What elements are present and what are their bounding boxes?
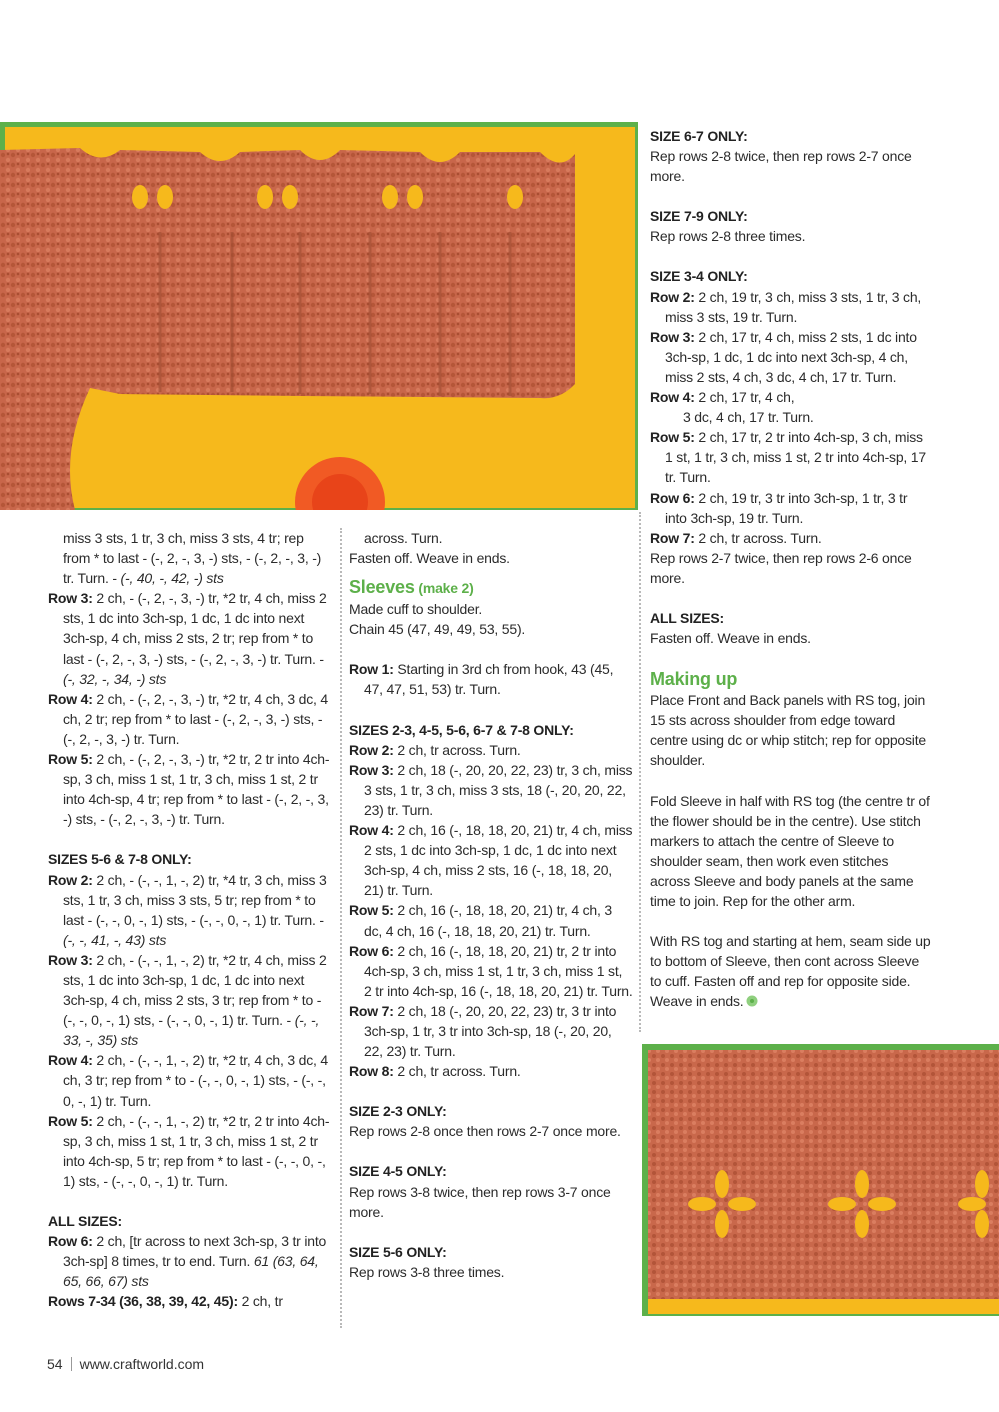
sleeve-row-3: Row 3: 2 ch, 18 (-, 20, 20, 22, 23) tr, 3 ch, miss 3 sts, 1 tr, 3 ch, miss 3 sts, 18 (-, 20, 20, 22, 23) tr. Turn. <box>349 761 633 818</box>
rows-7-34: Rows 7-34 (36, 38, 39, 42, 45): 2 ch, tr <box>48 1293 283 1310</box>
sleeve-row-4: Row 4: 2 ch, 16 (-, 18, 18, 20, 21) tr, 4 ch, miss 2 sts, 1 dc into 3ch-sp, 1 dc, 1 dc into next 3ch-sp, 4 ch, miss 2 sts, 16 (-, 18, 18, 20, 21) tr. Turn. <box>349 822 633 899</box>
making-up-p1: Place Front and Back panels with RS tog, join 15 sts across shoulder from edge toward centre using dc or whip stitch; rep for opposite shoulder. <box>650 692 926 769</box>
sleeve-row-6: Row 6: 2 ch, 16 (-, 18, 18, 20, 21) tr, 2 tr into 4ch-sp, 3 ch, miss 1 st, 1 tr, 3 ch, miss 1 st, 2 tr into 4ch-sp, 16 (-, 18, 18, 20, 21) tr. Turn. <box>349 942 633 999</box>
heading-all-sizes: ALL SIZES: <box>48 1213 122 1229</box>
flower-stitch-detail-photo <box>642 1044 999 1316</box>
heading-size-2-3: SIZE 2-3 ONLY: <box>349 1103 447 1120</box>
cuff-note: Made cuff to shoulder. <box>349 601 483 618</box>
website-url: www.craftworld.com <box>79 1356 205 1372</box>
heading-size-3-4: SIZE 3-4 ONLY: <box>650 268 748 285</box>
row-5: Row 5: 2 ch, - (-, 2, -, 3, -) tr, *2 tr, 2 tr into 4ch-sp, 3 ch, miss 1 st, 1 tr, 3 ch, miss 1 st, 2 tr into 4ch-sp, 4 tr; rep from * to last - (-, 2, -, 3, -) sts, - (-, 2, -, 3, -) tr. Turn. <box>48 751 330 828</box>
row-6: Row 6: 2 ch, [tr across to next 3ch-sp, 3 tr into 3ch-sp] 8 times, tr to end. Turn. 61 (63, 64, 65, 66, 67) sts <box>48 1233 327 1290</box>
column-divider-2 <box>639 512 641 1032</box>
size-6-7-text: Rep rows 2-8 twice, then rep rows 2-7 once more. <box>650 148 912 185</box>
size56-row-2: Row 2: 2 ch, - (-, -, 1, -, 2) tr, *4 tr, 3 ch, miss 3 sts, 1 tr, 3 ch, miss 3 sts, 5 tr; rep from * to last - (-, -, 0, -, 1) sts, - (-, -, 0, -, 1) tr. Turn. - (-, -, 41, -, 43) sts <box>48 871 327 948</box>
heading-size-7-9: SIZE 7-9 ONLY: <box>650 208 748 225</box>
heading-size-6-7: SIZE 6-7 ONLY: <box>650 128 748 144</box>
crochet-cardigan-photo <box>0 122 638 510</box>
s34-row-7: Row 7: 2 ch, tr across. Turn. <box>650 529 822 546</box>
column-divider-1 <box>340 528 342 1328</box>
size-5-6-text: Rep rows 3-8 three times. <box>349 1263 505 1280</box>
heading-sizes-5-6-7-8: SIZES 5-6 & 7-8 ONLY: <box>48 851 192 868</box>
heading-size-5-6: SIZE 5-6 ONLY: <box>349 1243 447 1260</box>
column-3 <box>650 126 932 1011</box>
heading-size-4-5: SIZE 4-5 ONLY: <box>349 1163 447 1180</box>
across-turn: across. Turn. <box>364 530 443 546</box>
row-3: Row 3: 2 ch, - (-, 2, -, 3, -) tr, *2 tr, 4 ch, miss 2 sts, 1 dc into 3ch-sp, 1 dc, 1 dc into next 3ch-sp, 4 ch, miss 2 sts, 2 tr; rep from * to last - (-, 2, -, 3, -) sts, - (-, 2, -, 3, -) tr. Turn. - (-, 32, -, 34, -) sts <box>48 590 327 687</box>
row2-continued: miss 3 sts, 1 tr, 3 ch, miss 3 sts, 4 tr; rep from * to last - (-, 2, -, 3, -) sts, - (-, 2, -, 3, -) tr. Turn. - (-, 40, -, 42, -) sts <box>63 530 322 587</box>
sleeve-row-5: Row 5: 2 ch, 16 (-, 18, 18, 20, 21) tr, 4 ch, 3 dc, 4 ch, 16 (-, 18, 18, 20, 21) tr. Turn. <box>349 902 612 939</box>
s34-row-5: Row 5: 2 ch, 17 tr, 2 tr into 4ch-sp, 3 ch, miss 1 st, 1 tr, 3 ch, miss 1 st, 2 tr into 4ch-sp, 17 tr. Turn. <box>650 429 926 486</box>
s34-row-4-cont: 3 dc, 4 ch, 17 tr. Turn. <box>683 409 814 426</box>
page-number: 54 <box>47 1356 63 1372</box>
end-flower-icon <box>746 992 758 1004</box>
footer-separator <box>71 1357 72 1371</box>
sleeves-heading: Sleeves (make 2) <box>349 577 474 598</box>
sleeve-row-1: Row 1: Starting in 3rd ch from hook, 43 (45, 47, 47, 51, 53) tr. Turn. <box>349 661 614 698</box>
row-4: Row 4: 2 ch, - (-, 2, -, 3, -) tr, *2 tr, 4 ch, 3 dc, 4 ch, 2 tr; rep from * to last - (-, 2, -, 3, -) sts, - (-, 2, -, 3, -) tr. Turn. <box>48 690 328 747</box>
making-up-p3: With RS tog and starting at hem, seam side up to bottom of Sleeve, then cont across Sleeve to cuff. Fasten off and rep for opposite side. Weave in ends. <box>650 933 931 1010</box>
heading-sizes-multi: SIZES 2-3, 4-5, 5-6, 6-7 & 7-8 ONLY: <box>349 721 574 738</box>
heading-all-sizes-2: ALL SIZES: <box>650 609 724 626</box>
making-up-heading: Making up <box>650 669 738 690</box>
page-footer <box>47 1356 204 1372</box>
sleeve-row-2: Row 2: 2 ch, tr across. Turn. <box>349 741 521 758</box>
size-2-3-text: Rep rows 2-8 once then rows 2-7 once more. <box>349 1123 621 1140</box>
s34-repeat: Rep rows 2-7 twice, then rep rows 2-6 once more. <box>650 549 912 586</box>
s34-row-3: Row 3: 2 ch, 17 tr, 4 ch, miss 2 sts, 1 dc into 3ch-sp, 1 dc, 1 dc into next 3ch-sp, 4 ch, miss 2 sts, 4 ch, 3 dc, 4 ch, 17 tr. Turn. <box>650 328 917 385</box>
s34-row-4: Row 4: 2 ch, 17 tr, 4 ch, <box>650 389 795 406</box>
column-1 <box>48 528 334 1311</box>
size56-row-4: Row 4: 2 ch, - (-, -, 1, -, 2) tr, *2 tr, 4 ch, 3 dc, 4 ch, 3 tr; rep from * to - (-, -, 0, -, 1) sts, - (-, -, 0, -, 1) tr. Turn. <box>48 1052 328 1109</box>
chain-note: Chain 45 (47, 49, 49, 53, 55). <box>349 621 526 638</box>
size-7-9-text: Rep rows 2-8 three times. <box>650 228 806 245</box>
size56-row-5: Row 5: 2 ch, - (-, -, 1, -, 2) tr, *2 tr, 2 tr into 4ch-sp, 3 ch, miss 1 st, 1 tr, 3 ch, miss 1 st, 2 tr into 4ch-sp, 5 tr; rep from * to last - (-, -, 0, -, 1) sts, - (-, -, 0, -, 1) tr. Turn. <box>48 1112 330 1189</box>
s34-row-2: Row 2: 2 ch, 19 tr, 3 ch, miss 3 sts, 1 tr, 3 ch, miss 3 sts, 19 tr. Turn. <box>650 288 922 325</box>
sleeve-row-7: Row 7: 2 ch, 18 (-, 20, 20, 22, 23) tr, 3 tr into 3ch-sp, 1 tr, 3 tr into 3ch-sp, 18 (-, 20, 20, 22, 23) tr. Turn. <box>349 1002 617 1060</box>
column-2 <box>349 528 633 1282</box>
sleeve-row-8: Row 8: 2 ch, tr across. Turn. <box>349 1063 521 1080</box>
size-4-5-text: Rep rows 3-8 twice, then rep rows 3-7 once more. <box>349 1183 611 1220</box>
size56-row-3: Row 3: 2 ch, - (-, -, 1, -, 2) tr, *2 tr, 4 ch, miss 2 sts, 1 dc into 3ch-sp, 1 dc, 1 dc into next 3ch-sp, 4 ch, miss 2 sts, 3 tr; rep from * to - (-, -, 0, -, 1) sts, - (-, -, 0, -, 1) tr. Turn. - (-, -, 33, -, 35) sts <box>48 951 327 1049</box>
making-up-p2: Fold Sleeve in half with RS tog (the centre tr of the flower should be in the centre). Use stitch markers to attach the centre of Sleeve to shoulder seam, then work even stitches across Sleeve and body panels at the same time to join. Rep for the other arm. <box>650 792 930 909</box>
s34-row-6: Row 6: 2 ch, 19 tr, 3 tr into 3ch-sp, 1 tr, 3 tr into 3ch-sp, 19 tr. Turn. <box>650 489 908 526</box>
fasten-off: Fasten off. Weave in ends. <box>349 550 510 567</box>
fasten-off-2: Fasten off. Weave in ends. <box>650 630 811 647</box>
